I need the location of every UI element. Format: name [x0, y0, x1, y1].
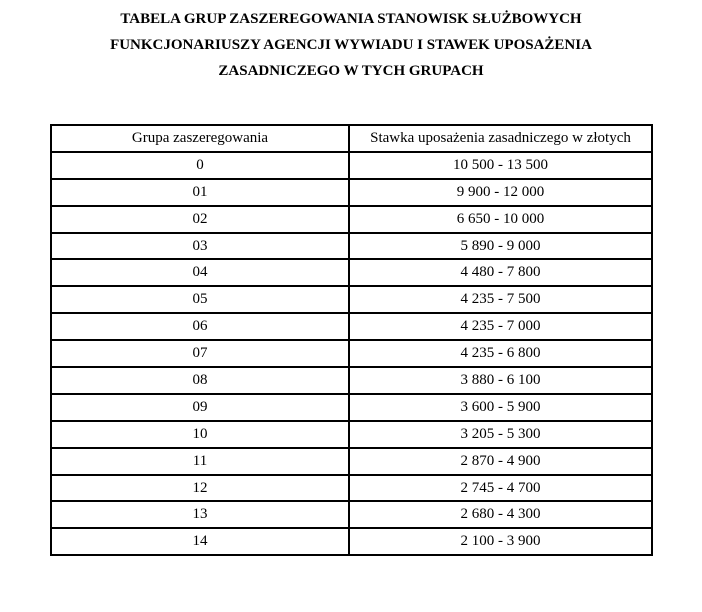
table-row	[51, 528, 652, 555]
cell-rate: 2 745 - 4 700	[349, 475, 652, 502]
table-row	[51, 152, 652, 179]
cell-group: 14	[51, 528, 349, 555]
cell-rate: 3 880 - 6 100	[349, 367, 652, 394]
salary-grade-table	[50, 124, 653, 556]
cell-rate: 6 650 - 10 000	[349, 206, 652, 233]
cell-rate: 4 235 - 7 500	[349, 286, 652, 313]
cell-rate: 4 235 - 7 000	[349, 313, 652, 340]
cell-rate: 3 600 - 5 900	[349, 394, 652, 421]
table-row	[51, 179, 652, 206]
cell-rate: 5 890 - 9 000	[349, 233, 652, 260]
table-row	[51, 421, 652, 448]
table-row	[51, 394, 652, 421]
cell-rate: 2 100 - 3 900	[349, 528, 652, 555]
cell-group: 10	[51, 421, 349, 448]
table-row	[51, 501, 652, 528]
cell-group: 0	[51, 152, 349, 179]
cell-group: 09	[51, 394, 349, 421]
cell-rate: 2 680 - 4 300	[349, 501, 652, 528]
header-rate: Stawka uposażenia zasadniczego w złotych	[349, 125, 652, 152]
header-group: Grupa zaszeregowania	[51, 125, 349, 152]
cell-group: 02	[51, 206, 349, 233]
table-row	[51, 340, 652, 367]
cell-group: 08	[51, 367, 349, 394]
cell-rate: 4 480 - 7 800	[349, 259, 652, 286]
title-line-1: TABELA GRUP ZASZEREGOWANIA STANOWISK SŁUŻBOWYCH	[120, 11, 582, 27]
cell-rate: 2 870 - 4 900	[349, 448, 652, 475]
cell-group: 03	[51, 233, 349, 260]
table-header-row	[51, 125, 652, 152]
document-title	[0, 6, 702, 84]
cell-group: 13	[51, 501, 349, 528]
cell-group: 12	[51, 475, 349, 502]
cell-group: 05	[51, 286, 349, 313]
cell-group: 06	[51, 313, 349, 340]
cell-group: 01	[51, 179, 349, 206]
table-row	[51, 259, 652, 286]
cell-group: 07	[51, 340, 349, 367]
table-row	[51, 286, 652, 313]
cell-rate: 9 900 - 12 000	[349, 179, 652, 206]
table-row	[51, 448, 652, 475]
table-row	[51, 233, 652, 260]
table-row	[51, 475, 652, 502]
cell-rate: 3 205 - 5 300	[349, 421, 652, 448]
cell-rate: 4 235 - 6 800	[349, 340, 652, 367]
table-row	[51, 206, 652, 233]
cell-group: 11	[51, 448, 349, 475]
table-row	[51, 367, 652, 394]
cell-rate: 10 500 - 13 500	[349, 152, 652, 179]
title-line-2: FUNKCJONARIUSZY AGENCJI WYWIADU I STAWEK UPOSAŻENIA	[110, 37, 592, 53]
table-row	[51, 313, 652, 340]
cell-group: 04	[51, 259, 349, 286]
title-line-3: ZASADNICZEGO W TYCH GRUPACH	[218, 63, 484, 79]
